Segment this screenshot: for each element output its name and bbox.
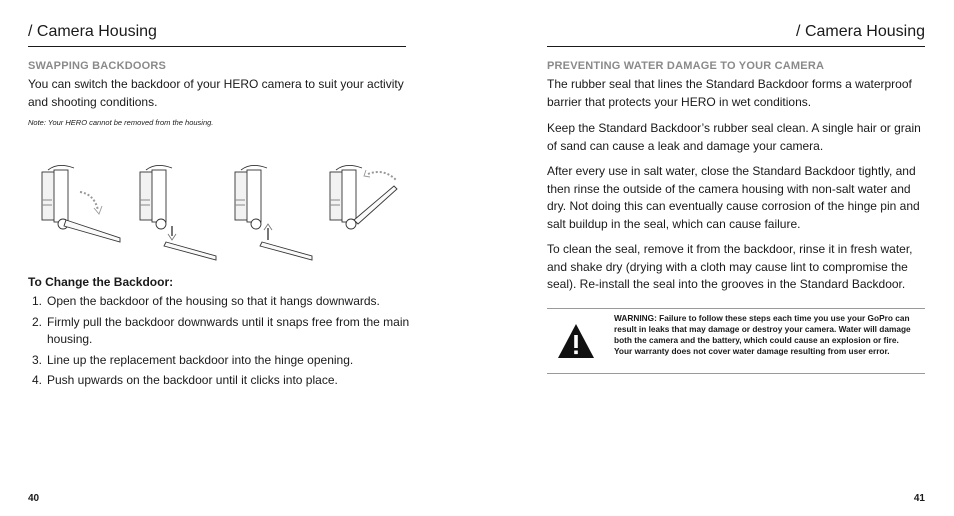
step-item [32,352,425,370]
step-text: Line up the replacement backdoor into the hinge opening. [47,352,354,367]
paragraph-cleaning: To clean the seal, remove it from the backdoor, rinse it in fresh water, and shake dry (drying with a cloth may cause lint to compromise the seal). Re-install the seal into the grooves in the Standard Backdoor. [547,242,913,291]
housing-note: Note: Your HERO cannot be removed from the housing. [28,118,214,127]
warning-triangle-icon [557,323,595,359]
right-page-number: 41 [913,493,925,504]
paragraph-seal: The rubber seal that lines the Standard Backdoor forms a waterproof barrier that protects your HERO in wet conditions. [547,77,912,109]
step-item [32,314,425,349]
step2-illustration [140,165,216,260]
right-header-title: / Camera Housing [796,23,925,40]
step-item [32,372,425,390]
step-number: 3. [32,352,43,367]
step-number: 2. [32,314,43,329]
right-page-header [547,22,925,47]
step4-illustration [330,165,397,229]
step3-illustration [235,165,312,260]
step1-illustration [42,165,120,242]
paragraph-salt-water: After every use in salt water, close the Standard Backdoor tightly, and then rinse the outside of the camera housing with non-salt water and dry. Not doing this can eventually cause corrosion of the hinge pin and salt buildup in the seal, which can cause failure. [547,164,920,231]
change-backdoor-steps [28,293,425,393]
warning-text: WARNING: Failure to follow these steps each time you use your GoPro can result in leaks that may damage or destroy your camera. Water will damage both the camera and the battery, which could cause an explosion or fire. Your warranty does not cover water damage resulting from user error. [614,313,911,356]
step-text: Open the backdoor of the housing so that it hangs downwards. [47,294,380,308]
left-page-number: 40 [28,493,40,504]
step-item [32,293,425,311]
backdoor-swap-illustrations [28,160,408,265]
step-text: Push upwards on the backdoor until it clicks into place. [47,373,338,387]
water-damage-title: PREVENTING WATER DAMAGE TO YOUR CAMERA [547,60,825,72]
left-header-title: / Camera Housing [28,23,157,40]
left-page-header [28,22,406,47]
step-number: 1. [32,294,43,308]
swapping-intro: You can switch the backdoor of your HERO camera to suit your activity and shooting conditions. [28,77,404,109]
change-backdoor-title: To Change the Backdoor: [28,275,174,289]
warning-box [547,308,925,374]
swapping-backdoors-title: SWAPPING BACKDOORS [28,60,167,72]
paragraph-clean-seal: Keep the Standard Backdoor’s rubber seal clean. A single hair or grain of sand can cause a leak and damage your camera. [547,121,921,153]
right-page [547,0,925,516]
step-number: 4. [32,373,43,387]
step-text: Firmly pull the backdoor downwards until it snaps free from the main housing. [47,314,410,346]
left-page [28,0,410,516]
